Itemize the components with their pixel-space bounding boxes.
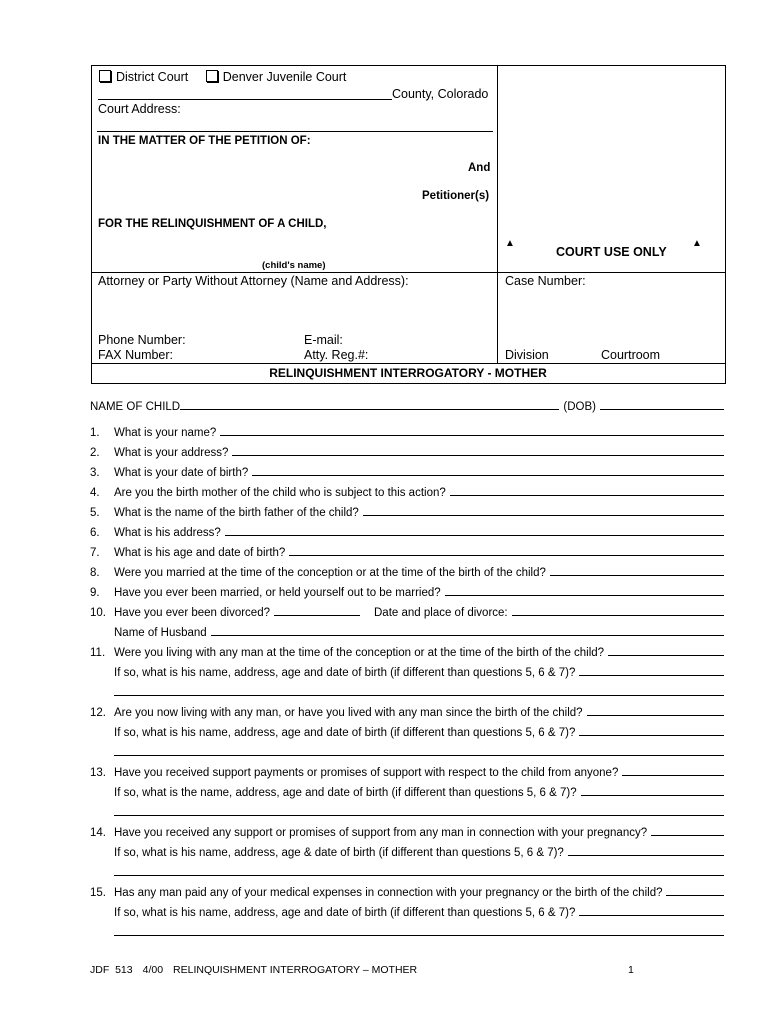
answer-field[interactable] — [114, 743, 724, 756]
district-court-label: District Court — [116, 70, 189, 84]
question-text: What is his address? — [114, 527, 221, 539]
question-text: Were you living with any man at the time of the conception or at the time of the birth of the child? — [114, 647, 605, 659]
question-row — [90, 479, 724, 499]
checkbox-icon — [99, 70, 111, 82]
question-text: Have you received support payments or promises of support with respect to the child from anyone? — [114, 767, 619, 779]
attorney-label: Attorney or Party Without Attorney (Name and Address): — [98, 274, 409, 288]
answer-field[interactable] — [651, 823, 724, 836]
county-line[interactable] — [98, 99, 392, 100]
question-text: Have you received any support or promises of support from any man in connection with your pregnancy? — [114, 827, 648, 839]
followup-text: If so, what is the name, address, age and date of birth (if different than questions 5, 6 & 7)? — [114, 787, 577, 799]
followup-row — [90, 899, 724, 919]
question-row — [90, 539, 724, 559]
footer — [90, 964, 417, 976]
question-subrow — [90, 619, 724, 639]
form-title: RELINQUISHMENT INTERROGATORY - MOTHER — [269, 366, 547, 380]
blank-answer-row — [90, 799, 724, 819]
answer-field[interactable] — [445, 583, 724, 596]
followup-text: If so, what is his name, address, age and date of birth (if different than questions 5, 6 & 7)? — [114, 727, 576, 739]
answer-field[interactable] — [550, 563, 724, 576]
atty-reg-label: Atty. Reg.#: — [304, 348, 369, 362]
footer-title: RELINQUISHMENT INTERROGATORY – MOTHER — [173, 964, 418, 976]
and-label: And — [468, 162, 491, 174]
petitioners-label: Petitioner(s) — [422, 190, 490, 202]
question-text: Are you the birth mother of the child who is subject to this action? — [114, 487, 446, 499]
question-text: What is the name of the birth father of the child? — [114, 507, 359, 519]
district-court-checkbox[interactable] — [99, 70, 188, 84]
answer-field[interactable] — [363, 503, 724, 516]
followup-text: If so, what is his name, address, age and date of birth (if different than questions 5, 6 & 7)? — [114, 907, 576, 919]
question-row — [90, 419, 724, 439]
relinquishment-heading: FOR THE RELINQUISHMENT OF A CHILD, — [98, 218, 327, 230]
question-number: 15. — [90, 887, 106, 899]
answer-field[interactable] — [114, 683, 724, 696]
question-text: Have you ever been married, or held yourself out to be married? — [114, 587, 441, 599]
column-divider — [497, 65, 498, 363]
court-use-only-label: COURT USE ONLY — [556, 245, 667, 259]
question-number: 8. — [90, 567, 100, 579]
answer-field[interactable] — [568, 843, 724, 856]
sub-label: Name of Husband — [114, 627, 207, 639]
denver-juvenile-court-label: Denver Juvenile Court — [222, 70, 347, 84]
followup-row — [90, 659, 724, 679]
question-text: What is your date of birth? — [114, 467, 249, 479]
question-row — [90, 499, 724, 519]
form-id: JDF 513 — [90, 964, 133, 976]
question-row — [90, 599, 724, 619]
answer-field[interactable] — [274, 603, 360, 616]
question-text: What is his age and date of birth? — [114, 547, 286, 559]
answer-field[interactable] — [512, 603, 724, 616]
name-of-child-field[interactable] — [180, 397, 559, 410]
page-number: 1 — [628, 964, 634, 976]
checkbox-icon — [206, 70, 218, 82]
court-type-options — [99, 70, 346, 84]
county-label: County, Colorado — [392, 87, 489, 101]
question-number: 7. — [90, 547, 100, 559]
answer-field[interactable] — [666, 883, 724, 896]
question-row — [90, 819, 724, 839]
question-row — [90, 559, 724, 579]
answer-field[interactable] — [232, 443, 724, 456]
name-of-child-label: NAME OF CHILD — [90, 401, 181, 413]
question-text: Has any man paid any of your medical expenses in connection with your pregnancy or the birth of the child? — [114, 887, 663, 899]
question-row — [90, 879, 724, 899]
question-number: 6. — [90, 527, 100, 539]
answer-field[interactable] — [579, 663, 724, 676]
blank-answer-row — [90, 679, 724, 699]
division-label: Division — [505, 348, 549, 362]
answer-field[interactable] — [252, 463, 724, 476]
question-row — [90, 519, 724, 539]
denver-juvenile-court-checkbox[interactable] — [206, 70, 347, 84]
answer-field[interactable] — [220, 423, 724, 436]
fax-label: FAX Number: — [98, 348, 174, 362]
question-row — [90, 699, 724, 719]
question-text: Have you ever been divorced? — [114, 607, 270, 619]
question-number: 14. — [90, 827, 106, 839]
answer-field[interactable] — [211, 623, 724, 636]
question-number: 5. — [90, 507, 100, 519]
divider — [97, 131, 493, 132]
case-number-label: Case Number: — [505, 274, 586, 288]
matter-of-heading: IN THE MATTER OF THE PETITION OF: — [98, 135, 311, 147]
form-date: 4/00 — [142, 964, 164, 976]
answer-field[interactable] — [289, 543, 724, 556]
question-text: What is your name? — [114, 427, 217, 439]
followup-row — [90, 779, 724, 799]
blank-answer-row — [90, 919, 724, 939]
question-text-2: Date and place of divorce: — [374, 607, 508, 619]
up-arrow-icon: ▲ — [505, 238, 515, 249]
question-row — [90, 439, 724, 459]
blank-answer-row — [90, 739, 724, 759]
question-number: 13. — [90, 767, 106, 779]
answer-field[interactable] — [114, 803, 724, 816]
email-label: E-mail: — [304, 333, 343, 347]
answer-field[interactable] — [622, 763, 724, 776]
question-number: 11. — [90, 647, 106, 659]
courtroom-label: Courtroom — [601, 348, 661, 362]
answer-field[interactable] — [225, 523, 724, 536]
question-text: Are you now living with any man, or have you lived with any man since the birth of the child? — [114, 707, 583, 719]
childs-name-caption: (child's name) — [262, 260, 326, 271]
question-number: 1. — [90, 427, 100, 439]
court-address-label: Court Address: — [98, 102, 181, 116]
answer-field[interactable] — [114, 863, 724, 876]
question-number: 9. — [90, 587, 100, 599]
row-divider — [91, 272, 725, 273]
question-number: 2. — [90, 447, 100, 459]
question-number: 12. — [90, 707, 106, 719]
question-number: 3. — [90, 467, 100, 479]
question-row — [90, 459, 724, 479]
blank-answer-row — [90, 859, 724, 879]
dob-field[interactable] — [600, 397, 724, 410]
question-row — [90, 639, 724, 659]
question-row — [90, 759, 724, 779]
question-number: 10. — [90, 607, 106, 619]
followup-text: If so, what is his name, address, age and date of birth (if different than questions 5, 6 & 7)? — [114, 667, 576, 679]
row-divider — [91, 363, 725, 364]
question-text: What is your address? — [114, 447, 229, 459]
followup-row — [90, 839, 724, 859]
dob-label: (DOB) — [563, 401, 596, 413]
phone-label: Phone Number: — [98, 333, 186, 347]
question-text: Were you married at the time of the conception or at the time of the birth of the child? — [114, 567, 546, 579]
question-row — [90, 579, 724, 599]
questions-list — [90, 419, 724, 939]
answer-field[interactable] — [579, 723, 724, 736]
answer-field[interactable] — [608, 643, 724, 656]
question-number: 4. — [90, 487, 100, 499]
answer-field[interactable] — [114, 923, 724, 936]
up-arrow-icon: ▲ — [692, 238, 702, 249]
answer-field[interactable] — [579, 903, 724, 916]
answer-field[interactable] — [581, 783, 724, 796]
answer-field[interactable] — [450, 483, 724, 496]
answer-field[interactable] — [587, 703, 724, 716]
followup-row — [90, 719, 724, 739]
name-of-child-row — [90, 393, 724, 413]
followup-text: If so, what is his name, address, age & date of birth (if different than questions 5, 6 & 7)? — [114, 847, 564, 859]
